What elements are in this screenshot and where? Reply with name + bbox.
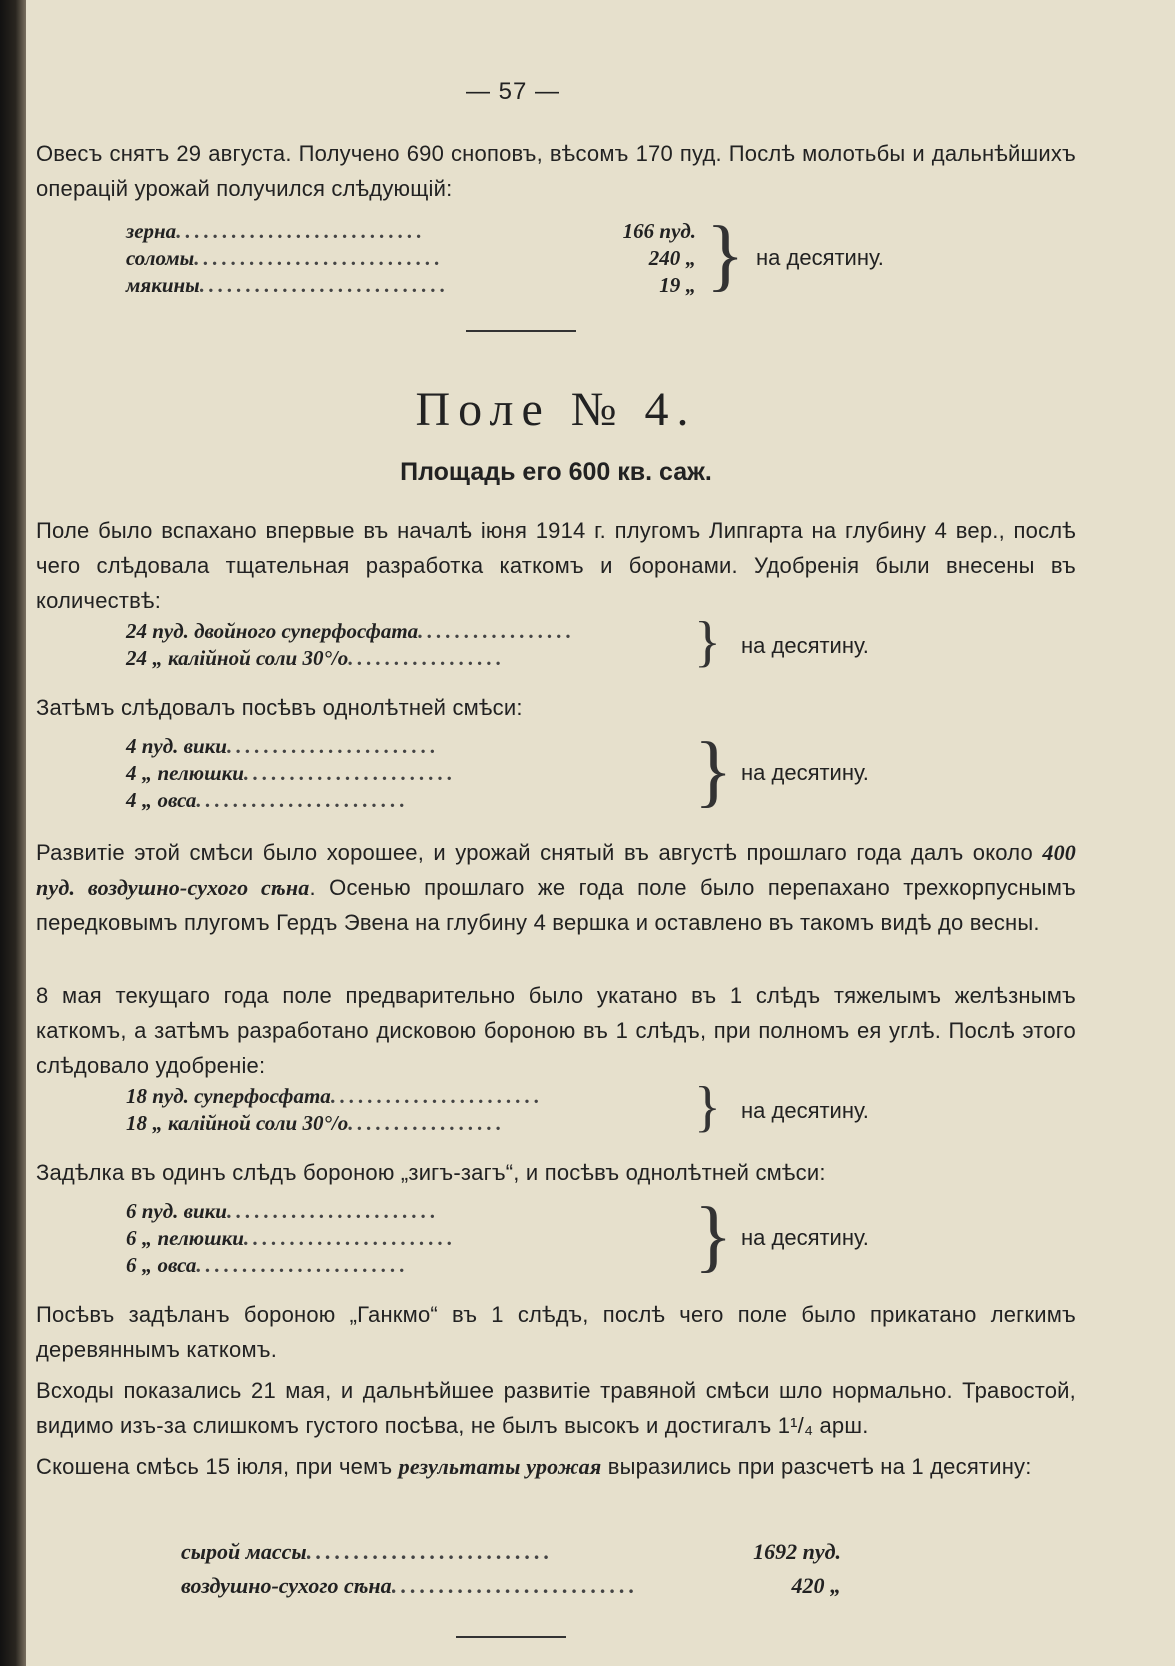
seed-mix-list-1 bbox=[126, 733, 676, 814]
list-item: 6 „ пелюшки ....................... bbox=[126, 1226, 457, 1250]
per-desyatina-note: на десятину. bbox=[756, 245, 884, 270]
harvest-results-list bbox=[181, 1535, 841, 1603]
per-desyatina-note: на десятину. bbox=[741, 1225, 869, 1250]
list-item: соломы ........................... 240 „ bbox=[126, 246, 696, 270]
section-divider bbox=[456, 1636, 566, 1638]
list-item: 24 „ калійной соли 30°/о ................. bbox=[126, 646, 506, 670]
list-item: 18 пуд. суперфосфата ....................... bbox=[126, 1084, 544, 1108]
paragraph-sprouts: Всходы показались 21 мая, и дальнѣйшее развитіе травяной смѣси шло нормально. Травостой, видимо изъ-за слишкомъ густого посѣва, не былъ высокъ и достигалъ 1¹/₄ арш. bbox=[36, 1378, 1076, 1438]
paragraph-harrowing: Задѣлка въ одинъ слѣдъ бороною „зигъ-загъ“, и посѣвъ однолѣтней смѣси: bbox=[36, 1160, 826, 1185]
list-item: 4 „ овса ....................... bbox=[126, 788, 410, 812]
list-item: мякины ........................... 19 „ bbox=[126, 273, 696, 297]
paragraph-may-rolling: 8 мая текущаго года поле предварительно было укатано въ 1 слѣдъ тяжелымъ желѣзнымъ каткомъ, а затѣмъ разработано дисковою бороною въ 1 слѣдъ, при полномъ ея углѣ. Послѣ этого слѣдовало удобреніе: bbox=[36, 983, 1076, 1078]
fertilizer-list-2 bbox=[126, 1083, 676, 1137]
page-number: — 57 — bbox=[466, 78, 561, 105]
paragraph-oats-harvest: Овесъ снятъ 29 августа. Получено 690 сноповъ, вѣсомъ 170 пуд. Послѣ молотьбы и дальнѣйшихъ операцій урожай получился слѣдующій: bbox=[36, 141, 1076, 201]
list-item: 4 „ пелюшки ....................... bbox=[126, 761, 457, 785]
list-item: зерна ........................... 166 пуд. bbox=[126, 219, 696, 243]
book-spine-shadow bbox=[0, 0, 26, 1666]
list-item: сырой массы .......................... 1692 пуд. bbox=[181, 1539, 841, 1564]
brace-icon: } bbox=[694, 1076, 721, 1138]
brace-icon: } bbox=[694, 1192, 733, 1280]
paragraph-plowing: Поле было вспахано впервые въ началѣ іюня 1914 г. плугомъ Липгарта на глубину 4 вер., послѣ чего слѣдовала тщательная разработка каткомъ и боронами. Удобренія были внесены въ количествѣ: bbox=[36, 518, 1076, 613]
list-item: 6 „ овса ....................... bbox=[126, 1253, 410, 1277]
section-subtitle: Площадь его 600 кв. саж. bbox=[400, 458, 712, 486]
list-item: 4 пуд. вики ....................... bbox=[126, 734, 440, 758]
paragraph-sowing: Затѣмъ слѣдовалъ посѣвъ однолѣтней смѣси: bbox=[36, 695, 523, 720]
fertilizer-list-1 bbox=[126, 618, 676, 672]
list-item: 24 пуд. двойного суперфосфата ................. bbox=[126, 619, 576, 643]
per-desyatina-note: на десятину. bbox=[741, 633, 869, 658]
paragraph-mowing: Скошена смѣсь 15 іюля, при чемъ результаты урожая выразились при разсчетѣ на 1 десятину: bbox=[36, 1454, 1032, 1479]
paragraph-development: Развитіе этой смѣси было хорошее, и урожай снятый въ августѣ прошлаго года далъ около 400 пуд. воздушно-сухого сѣна. Осенью прошлаго же года поле было перепахано трехкорпуснымъ передковымъ плугомъ Гердъ Эвена на глубину 4 вершка и оставлено въ такомъ видѣ до весны. bbox=[36, 840, 1077, 935]
list-item: воздушно-сухого сѣна .......................... 420 „ bbox=[181, 1573, 841, 1598]
brace-icon: } bbox=[694, 611, 721, 673]
list-item: 6 пуд. вики ....................... bbox=[126, 1199, 440, 1223]
list-item: 18 „ калійной соли 30°/о ................. bbox=[126, 1111, 506, 1135]
seed-mix-list-2 bbox=[126, 1198, 676, 1279]
section-divider bbox=[466, 330, 576, 332]
brace-icon: } bbox=[694, 727, 733, 815]
paragraph-rolled: Посѣвъ задѣланъ бороною „Ганкмо“ въ 1 слѣдъ, послѣ чего поле было прикатано легкимъ деревяннымъ каткомъ. bbox=[36, 1302, 1076, 1362]
brace-icon: } bbox=[706, 211, 745, 299]
section-title: Поле № 4. bbox=[415, 383, 697, 436]
book-page bbox=[36, 0, 1076, 1666]
oats-yield-list bbox=[126, 218, 696, 299]
per-desyatina-note: на десятину. bbox=[741, 1098, 869, 1123]
per-desyatina-note: на десятину. bbox=[741, 760, 869, 785]
